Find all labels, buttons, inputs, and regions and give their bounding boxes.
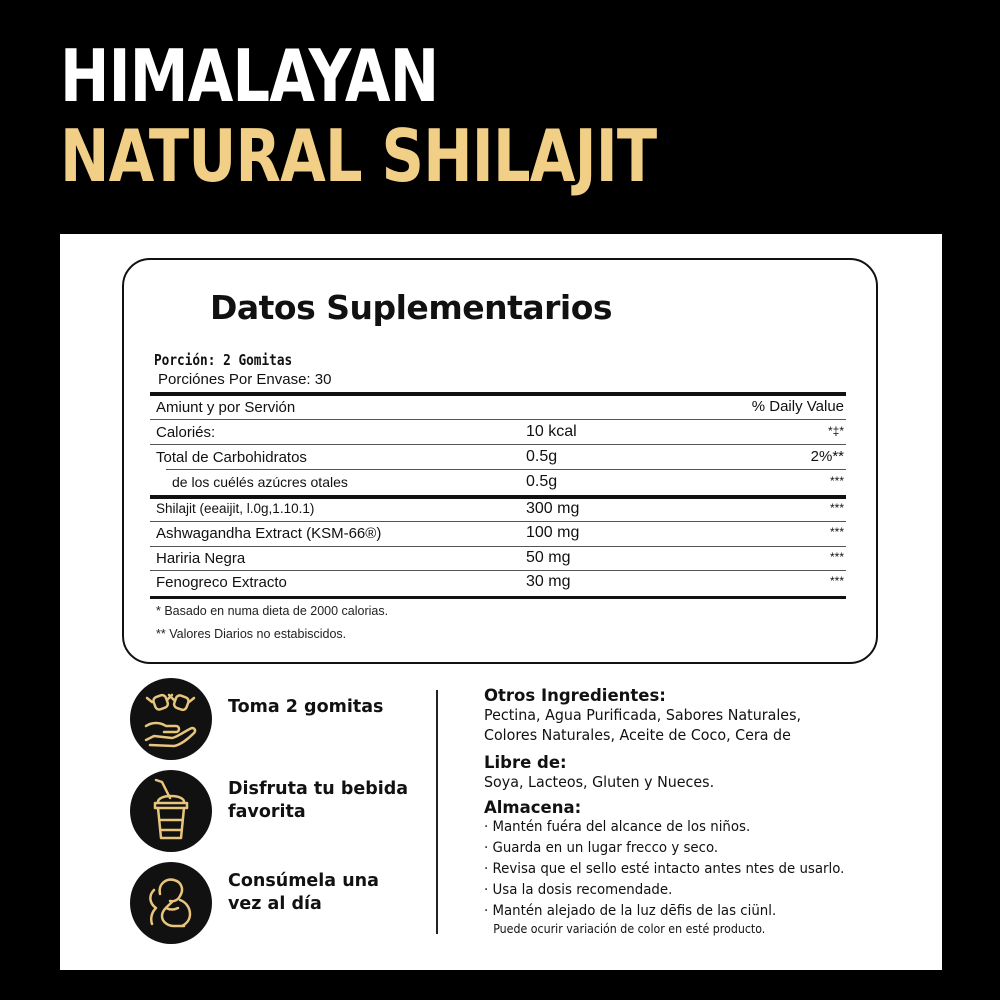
step-label: Disfruta tu bebida favorita [228,779,409,822]
nutrient-amount: 0.5g [526,473,558,490]
step-label: Consúmela una vez al día [228,871,379,914]
step-label: Toma 2 gomitas [228,697,384,717]
facts-row [156,447,846,471]
free-of-text: Soya, Lacteos, Gluten y Nueces. [484,773,715,791]
storage-item: · Guarda en un lugar frecco y seco. [484,840,719,856]
ingredient-name: Fenogreco Extracto [156,574,287,591]
ingredient-amount: 100 mg [526,524,580,541]
nutrient-dv: 2%** [810,448,844,465]
rule [166,469,846,470]
footnote-daily-diet: * Basado en numa dieta de 2000 calorias. [156,604,389,618]
nutrient-dv: *** [829,474,844,488]
facts-row [156,472,846,496]
supplement-facts-box [122,258,878,664]
gummies-hand-icon [130,678,212,760]
rule [150,570,846,571]
rule-thick-bottom [150,596,846,599]
ingredient-amount: 50 mg [526,549,571,566]
nutrient-name: Total de Carbohidratos [156,449,307,466]
facts-header-row [156,397,846,421]
info-panel [60,234,942,970]
facts-row [156,422,846,446]
rule [150,444,846,445]
step-enjoy-drink [130,770,430,860]
title-line-2: NATURAL SHILAJIT [60,114,657,198]
nutrient-name: Caloriés: [156,424,216,441]
ingredient-dv: *** [829,550,844,564]
nutrient-name: de los cuélés azúcres otales [172,474,348,490]
ingredient-name: Hariria Negra [156,550,246,567]
free-of-title: Libre de: [484,753,567,772]
ingredient-dv: *** [829,525,844,539]
nutrient-dv: *‡* [827,424,844,438]
storage-title: Almacena: [484,798,582,817]
ingredient-amount: 300 mg [526,500,580,517]
other-ingredients-line: Pectina, Agua Purificada, Sabores Naturales, [484,706,802,724]
ingredient-dv: *** [829,574,844,588]
woman-silhouette-icon [130,862,212,944]
facts-row [156,572,846,596]
facts-row [156,523,846,547]
color-variation-note: Puede ocurir variación de color en esté producto. [493,922,766,936]
title-line-1: HIMALAYAN [60,34,439,118]
amount-per-serving-header: Amiunt y por Servión [156,399,296,416]
facts-row [156,499,846,523]
step-once-daily [130,862,430,952]
daily-value-header: % Daily Value [751,398,844,415]
ingredient-amount: 30 mg [526,573,571,590]
rule [150,546,846,547]
serving-size: Porción: 2 Gomitas [154,351,293,369]
other-ingredients-title: Otros Ingredientes: [484,686,666,705]
storage-item: · Mantén alejado de la luz dēfis de las ciünl. [484,903,777,919]
footnote-daily-values: ** Valores Diarios no estabiscidos. [156,627,347,641]
rule [150,419,846,420]
facts-title: Datos Suplementarios [210,288,613,327]
rule [150,521,846,522]
facts-row [156,548,846,572]
storage-item: · Revisa que el sello esté intacto antes ntes de usarlo. [484,861,845,877]
nutrient-amount: 10 kcal [526,423,577,440]
ingredient-dv: *** [829,501,844,515]
info-column [484,686,924,937]
ingredient-name: Shilajit (eeaijit, l.0g,1.10.1) [156,501,315,516]
step-take-gummies [130,678,430,768]
nutrient-amount: 0.5g [526,448,558,465]
storage-item: · Mantén fuéra del alcance de los niños. [484,819,751,835]
vertical-divider [436,690,438,934]
rule-thick-top [150,392,846,396]
drink-cup-icon [130,770,212,852]
storage-item: · Usa la dosis recomendade. [484,882,673,898]
other-ingredients-line: Colores Naturales, Aceite de Coco, Cera de [484,726,791,744]
servings-per-container: Porciónes Por Envase: 30 [158,371,332,388]
ingredient-name: Ashwagandha Extract (KSM-66®) [156,525,382,542]
